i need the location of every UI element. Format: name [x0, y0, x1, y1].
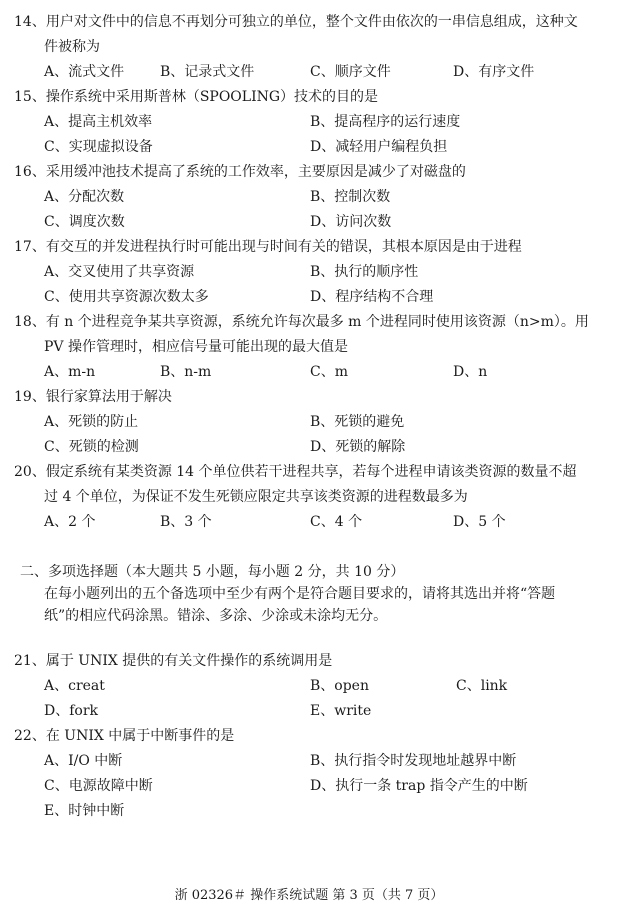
q21-option-a: A、creat — [44, 678, 105, 694]
q18-option-c: C、m — [310, 364, 348, 380]
q20-option-d: D、5 个 — [453, 514, 506, 530]
q14-stem-cont: 件被称为 — [44, 39, 100, 55]
q15-option-d: D、减轻用户编程负担 — [310, 139, 448, 155]
section2-instruction-line2: 纸”的相应代码涂黑。错涂、多涂、少涂或未涂均无分。 — [44, 608, 388, 624]
q17-option-c: C、使用共享资源次数太多 — [44, 289, 209, 305]
q20-stem: 20、假定系统有某类资源 14 个单位供若干进程共享，若每个进程申请该类资源的数量不超 — [14, 464, 577, 480]
q22-option-a: A、I/O 中断 — [44, 753, 123, 769]
q20-option-c: C、4 个 — [310, 514, 363, 530]
q14-stem: 14、用户对文件中的信息不再划分可独立的单位，整个文件由依次的一串信息组成，这种文 — [14, 14, 578, 30]
q21-option-d: D、fork — [44, 703, 99, 719]
q18-stem: 18、有 n 个进程竞争某共享资源，系统允许每次最多 m 个进程同时使用该资源（n>m）。用 — [14, 314, 589, 330]
q21-stem: 21、属于 UNIX 提供的有关文件操作的系统调用是 — [14, 653, 333, 669]
q15-option-b: B、提高程序的运行速度 — [310, 114, 461, 130]
section2-heading: 二、多项选择题（本大题共 5 小题，每小题 2 分，共 10 分） — [20, 564, 405, 580]
q14-option-b: B、记录式文件 — [160, 64, 255, 80]
q17-option-b: B、执行的顺序性 — [310, 264, 419, 280]
q22-stem: 22、在 UNIX 中属于中断事件的是 — [14, 728, 235, 744]
q22-option-d: D、执行一条 trap 指令产生的中断 — [310, 778, 528, 794]
q14-option-a: A、流式文件 — [44, 64, 125, 80]
q21-option-b: B、open — [310, 678, 369, 694]
q15-option-a: A、提高主机效率 — [44, 114, 153, 130]
q19-option-c: C、死锁的检测 — [44, 439, 139, 455]
q14-option-d: D、有序文件 — [453, 64, 535, 80]
q20-stem-cont: 过 4 个单位，为保证不发生死锁应限定共享该类资源的进程数最多为 — [44, 489, 468, 505]
q16-stem: 16、采用缓冲池技术提高了系统的工作效率，主要原因是减少了对磁盘的 — [14, 164, 466, 180]
q20-option-a: A、2 个 — [44, 514, 96, 530]
q14-option-c: C、顺序文件 — [310, 64, 391, 80]
q17-option-a: A、交叉使用了共享资源 — [44, 264, 195, 280]
q22-option-b: B、执行指令时发现地址越界中断 — [310, 753, 517, 769]
q19-option-d: D、死锁的解除 — [310, 439, 406, 455]
q15-option-c: C、实现虚拟设备 — [44, 139, 153, 155]
q21-option-e: E、write — [310, 703, 372, 719]
page-footer: 浙 02326＃ 操作系统试题 第 3 页（共 7 页） — [174, 888, 444, 903]
q18-option-b: B、n-m — [160, 364, 212, 380]
q21-option-c: C、link — [456, 678, 508, 694]
q19-stem: 19、银行家算法用于解决 — [14, 389, 172, 405]
q16-option-d: D、访问次数 — [310, 214, 392, 230]
q16-option-a: A、分配次数 — [44, 189, 125, 205]
section2-instruction-line1: 在每小题列出的五个备选项中至少有两个是符合题目要求的，请将其选出并将“答题 — [44, 586, 556, 602]
q22-option-c: C、电源故障中断 — [44, 778, 153, 794]
q16-option-c: C、调度次数 — [44, 214, 125, 230]
q18-option-a: A、m-n — [44, 364, 96, 380]
q17-option-d: D、程序结构不合理 — [310, 289, 434, 305]
q18-option-d: D、n — [453, 364, 488, 380]
q19-option-a: A、死锁的防止 — [44, 414, 139, 430]
q19-option-b: B、死锁的避免 — [310, 414, 405, 430]
q16-option-b: B、控制次数 — [310, 189, 391, 205]
q17-stem: 17、有交互的并发进程执行时可能出现与时间有关的错误，其根本原因是由于进程 — [14, 239, 522, 255]
q22-option-e: E、时钟中断 — [44, 803, 125, 819]
q18-stem-cont: PV 操作管理时，相应信号量可能出现的最大值是 — [44, 339, 348, 355]
q20-option-b: B、3 个 — [160, 514, 212, 530]
q15-stem: 15、操作系统中采用斯普林（SPOOLING）技术的目的是 — [14, 89, 379, 105]
